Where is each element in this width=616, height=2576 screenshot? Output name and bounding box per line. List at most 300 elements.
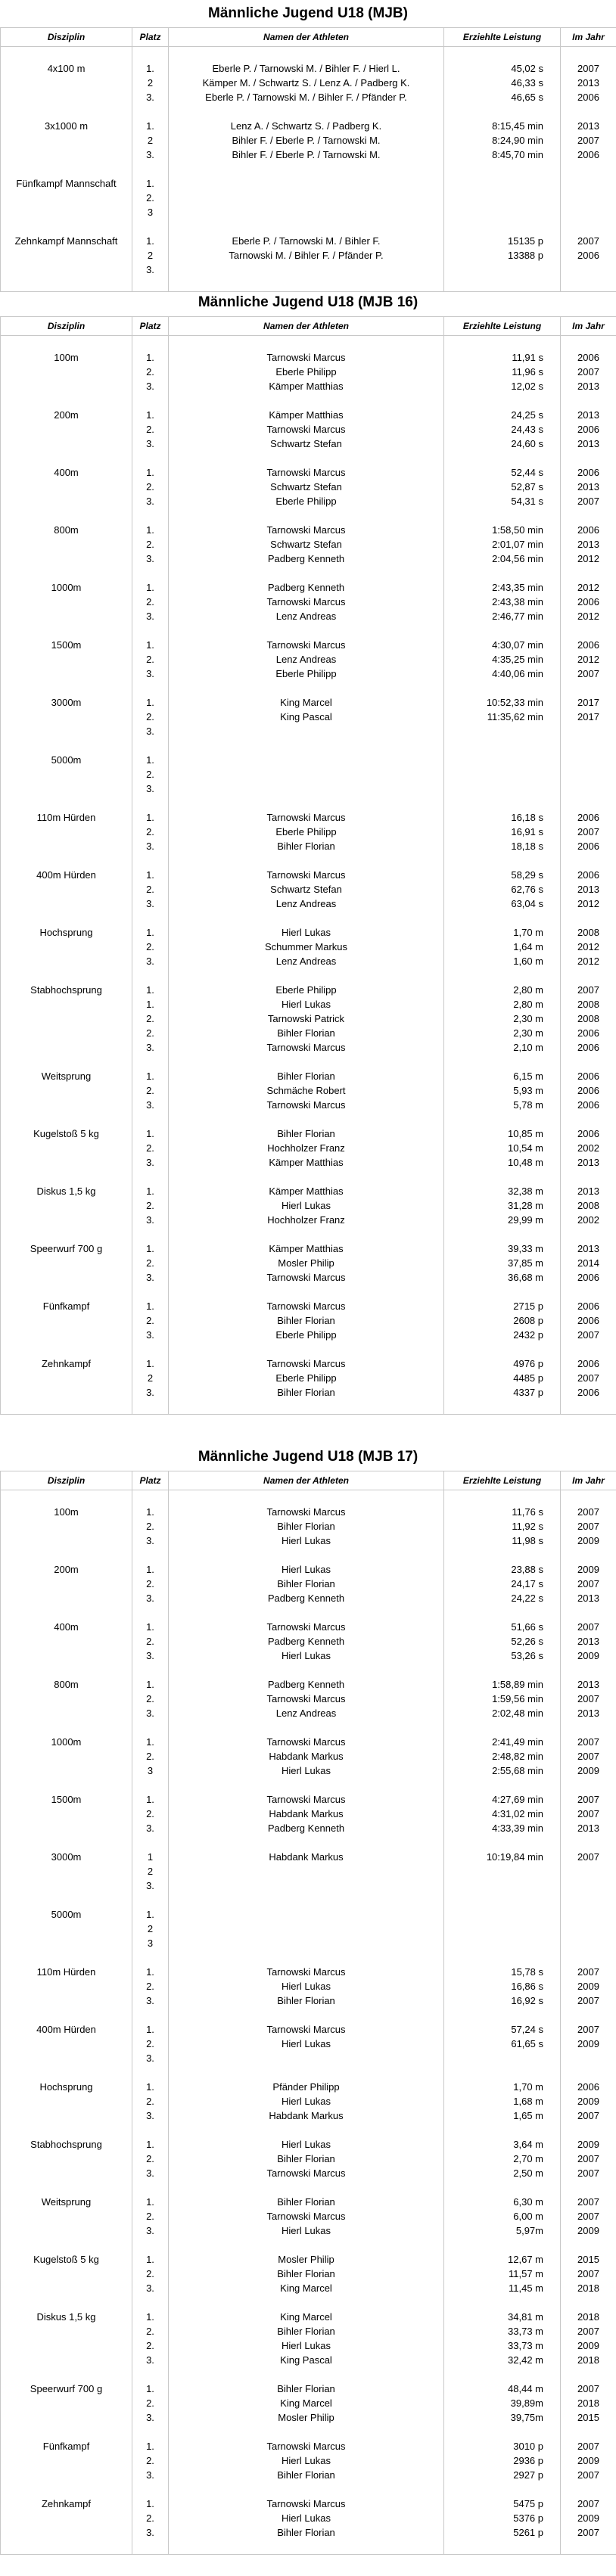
year-cell: 2017 bbox=[561, 695, 616, 710]
discipline-cell: Zehnkampf bbox=[1, 2497, 132, 2511]
athlete-cell: Padberg Kenneth bbox=[169, 552, 444, 566]
year-cell bbox=[561, 1878, 616, 1893]
performance-cell: 39,89m bbox=[444, 2396, 561, 2410]
discipline-cell: 800m bbox=[1, 523, 132, 537]
athlete-cell: Schwartz Stefan bbox=[169, 537, 444, 552]
athlete-cell: Bihler Florian bbox=[169, 2525, 444, 2540]
spacer-row bbox=[1, 911, 616, 925]
record-row bbox=[1, 2353, 616, 2367]
athlete-cell: Kämper M. / Schwartz S. / Lenz A. / Padberg K. bbox=[169, 76, 444, 90]
year-cell: 2007 bbox=[561, 1807, 616, 1821]
spacer-row bbox=[1, 1835, 616, 1850]
record-row bbox=[1, 1385, 616, 1400]
spacer-row bbox=[1, 1285, 616, 1299]
athlete-cell: Pfänder Philipp bbox=[169, 2080, 444, 2094]
discipline-cell bbox=[1, 2324, 132, 2338]
athlete-cell: Tarnowski Marcus bbox=[169, 1040, 444, 1055]
place-cell: 1. bbox=[132, 1562, 169, 1577]
place-cell: 1. bbox=[132, 1735, 169, 1749]
discipline-cell bbox=[1, 1083, 132, 1098]
athlete-cell: Padberg Kenneth bbox=[169, 1821, 444, 1835]
performance-cell bbox=[444, 724, 561, 738]
spacer-row bbox=[1, 796, 616, 810]
record-row bbox=[1, 1979, 616, 1993]
year-cell: 2009 bbox=[561, 1979, 616, 1993]
athlete-cell: Mosler Philip bbox=[169, 1256, 444, 1270]
spacer-row bbox=[1, 2367, 616, 2382]
year-cell: 2007 bbox=[561, 494, 616, 508]
year-cell: 2013 bbox=[561, 1184, 616, 1198]
header-row bbox=[1, 28, 616, 47]
place-cell: 1. bbox=[132, 2252, 169, 2267]
discipline-cell bbox=[1, 1371, 132, 1385]
discipline-cell: Zehnkampf bbox=[1, 1356, 132, 1371]
discipline-cell: 400m Hürden bbox=[1, 2022, 132, 2037]
athlete-cell: Habdank Markus bbox=[169, 2108, 444, 2123]
year-cell: 2007 bbox=[561, 1792, 616, 1807]
performance-cell: 2:48,82 min bbox=[444, 1749, 561, 1763]
discipline-cell bbox=[1, 1040, 132, 1055]
athlete-cell: Eberle Philipp bbox=[169, 825, 444, 839]
athlete-cell: Tarnowski Marcus bbox=[169, 523, 444, 537]
record-row bbox=[1, 1749, 616, 1763]
performance-cell: 2927 p bbox=[444, 2468, 561, 2482]
record-row bbox=[1, 667, 616, 681]
athlete-cell: Schwartz Stefan bbox=[169, 437, 444, 451]
year-cell bbox=[561, 767, 616, 782]
record-row bbox=[1, 2511, 616, 2525]
record-row bbox=[1, 1821, 616, 1835]
year-cell: 2018 bbox=[561, 2353, 616, 2367]
record-row bbox=[1, 2281, 616, 2295]
place-cell: 1. bbox=[132, 408, 169, 422]
year-cell: 2007 bbox=[561, 2022, 616, 2037]
discipline-cell: 5000m bbox=[1, 1907, 132, 1922]
performance-cell bbox=[444, 263, 561, 277]
athlete-cell: King Marcel bbox=[169, 2310, 444, 2324]
athlete-cell: Tarnowski Marcus bbox=[169, 422, 444, 437]
athlete-cell: Padberg Kenneth bbox=[169, 580, 444, 595]
athlete-cell: Tarnowski M. / Bihler F. / Pfänder P. bbox=[169, 248, 444, 263]
athlete-cell: Tarnowski Marcus bbox=[169, 1356, 444, 1371]
discipline-cell: Diskus 1,5 kg bbox=[1, 2310, 132, 2324]
discipline-cell bbox=[1, 1634, 132, 1648]
discipline-cell bbox=[1, 1692, 132, 1706]
discipline-cell bbox=[1, 1749, 132, 1763]
spacer-row bbox=[1, 1055, 616, 1069]
year-cell: 2006 bbox=[561, 422, 616, 437]
place-cell: 2. bbox=[132, 1692, 169, 1706]
discipline-cell bbox=[1, 90, 132, 104]
discipline-cell bbox=[1, 1591, 132, 1605]
record-row bbox=[1, 1850, 616, 1864]
spacer-row bbox=[1, 47, 616, 62]
discipline-cell bbox=[1, 2511, 132, 2525]
record-row bbox=[1, 1083, 616, 1098]
performance-cell: 3,64 m bbox=[444, 2137, 561, 2152]
athlete-cell: Eberle P. / Tarnowski M. / Bihler F. bbox=[169, 234, 444, 248]
record-row bbox=[1, 868, 616, 882]
spacer-row bbox=[1, 2295, 616, 2310]
place-cell: 1. bbox=[132, 1241, 169, 1256]
record-row bbox=[1, 2108, 616, 2123]
year-cell: 2006 bbox=[561, 1313, 616, 1328]
year-cell bbox=[561, 1936, 616, 1950]
year-cell: 2007 bbox=[561, 1620, 616, 1634]
year-cell: 2007 bbox=[561, 133, 616, 148]
place-cell: 2. bbox=[132, 1577, 169, 1591]
place-cell: 1. bbox=[132, 2382, 169, 2396]
place-cell: 1. bbox=[132, 925, 169, 940]
athlete-cell: Tarnowski Marcus bbox=[169, 2209, 444, 2223]
record-row bbox=[1, 638, 616, 652]
discipline-cell bbox=[1, 1577, 132, 1591]
performance-cell: 15135 p bbox=[444, 234, 561, 248]
athlete-cell: Bihler Florian bbox=[169, 1026, 444, 1040]
performance-cell bbox=[444, 176, 561, 191]
place-cell: 2. bbox=[132, 2152, 169, 2166]
athlete-cell: Habdank Markus bbox=[169, 1850, 444, 1864]
performance-cell bbox=[444, 1922, 561, 1936]
athlete-cell: Mosler Philip bbox=[169, 2410, 444, 2425]
record-row bbox=[1, 1313, 616, 1328]
performance-cell bbox=[444, 1878, 561, 1893]
year-cell: 2006 bbox=[561, 1356, 616, 1371]
year-cell: 2018 bbox=[561, 2396, 616, 2410]
athlete-cell: Tarnowski Marcus bbox=[169, 1965, 444, 1979]
athlete-cell: Hierl Lukas bbox=[169, 1562, 444, 1577]
discipline-cell: Fünfkampf bbox=[1, 1299, 132, 1313]
performance-cell: 16,92 s bbox=[444, 1993, 561, 2008]
spacer-row bbox=[1, 1605, 616, 1620]
discipline-cell bbox=[1, 2410, 132, 2425]
place-cell: 1. bbox=[132, 1184, 169, 1198]
performance-cell: 2,50 m bbox=[444, 2166, 561, 2180]
athlete-cell bbox=[169, 753, 444, 767]
record-row bbox=[1, 2410, 616, 2425]
record-row bbox=[1, 1505, 616, 1519]
performance-cell: 11:35,62 min bbox=[444, 710, 561, 724]
spacer-row bbox=[1, 162, 616, 176]
place-cell: 3. bbox=[132, 1706, 169, 1720]
record-row bbox=[1, 1577, 616, 1591]
column-header-discipline: Disziplin bbox=[1, 317, 132, 336]
place-cell: 2. bbox=[132, 1011, 169, 1026]
record-row bbox=[1, 2152, 616, 2166]
place-cell: 2. bbox=[132, 2037, 169, 2051]
discipline-cell: 1500m bbox=[1, 638, 132, 652]
discipline-cell: 100m bbox=[1, 1505, 132, 1519]
athlete-cell: Kämper Matthias bbox=[169, 379, 444, 393]
performance-cell: 1:58,50 min bbox=[444, 523, 561, 537]
discipline-cell: 1000m bbox=[1, 1735, 132, 1749]
record-row bbox=[1, 2497, 616, 2511]
year-cell: 2007 bbox=[561, 825, 616, 839]
athlete-cell: Schwartz Stefan bbox=[169, 480, 444, 494]
record-row bbox=[1, 76, 616, 90]
athlete-cell: Tarnowski Marcus bbox=[169, 1098, 444, 1112]
discipline-cell bbox=[1, 1155, 132, 1170]
performance-cell: 11,45 m bbox=[444, 2281, 561, 2295]
record-row bbox=[1, 954, 616, 968]
place-cell: 1. bbox=[132, 983, 169, 997]
column-header-discipline: Disziplin bbox=[1, 28, 132, 47]
performance-cell: 3010 p bbox=[444, 2439, 561, 2453]
place-cell: 2. bbox=[132, 2209, 169, 2223]
place-cell: 1. bbox=[132, 465, 169, 480]
discipline-cell: Kugelstoß 5 kg bbox=[1, 1126, 132, 1141]
place-cell: 3. bbox=[132, 839, 169, 853]
year-cell: 2013 bbox=[561, 1677, 616, 1692]
performance-cell: 39,75m bbox=[444, 2410, 561, 2425]
place-cell: 3. bbox=[132, 2223, 169, 2238]
record-row bbox=[1, 133, 616, 148]
column-header-athletes: Namen der Athleten bbox=[169, 28, 444, 47]
performance-cell: 61,65 s bbox=[444, 2037, 561, 2051]
place-cell: 3. bbox=[132, 1385, 169, 1400]
record-row bbox=[1, 1792, 616, 1807]
record-row bbox=[1, 609, 616, 623]
spacer-row bbox=[1, 393, 616, 408]
record-row bbox=[1, 1098, 616, 1112]
discipline-cell: Kugelstoß 5 kg bbox=[1, 2252, 132, 2267]
year-cell: 2013 bbox=[561, 1706, 616, 1720]
record-row bbox=[1, 2051, 616, 2065]
place-cell: 3. bbox=[132, 1328, 169, 1342]
year-cell: 2006 bbox=[561, 350, 616, 365]
discipline-cell bbox=[1, 2338, 132, 2353]
year-cell: 2013 bbox=[561, 882, 616, 896]
discipline-cell bbox=[1, 191, 132, 205]
place-cell: 2. bbox=[132, 1083, 169, 1098]
record-row bbox=[1, 724, 616, 738]
record-row bbox=[1, 1878, 616, 1893]
discipline-cell bbox=[1, 839, 132, 853]
year-cell bbox=[561, 753, 616, 767]
spacer-row bbox=[1, 1720, 616, 1735]
athlete-cell: Lenz Andreas bbox=[169, 954, 444, 968]
column-header-place: Platz bbox=[132, 1471, 169, 1490]
performance-cell: 31,28 m bbox=[444, 1198, 561, 1213]
record-row bbox=[1, 1620, 616, 1634]
discipline-cell bbox=[1, 1648, 132, 1663]
spacer-row bbox=[1, 968, 616, 983]
athlete-cell: Hierl Lukas bbox=[169, 2137, 444, 2152]
athlete-cell: Eberle Philipp bbox=[169, 983, 444, 997]
record-row bbox=[1, 2324, 616, 2338]
record-row bbox=[1, 839, 616, 853]
discipline-cell bbox=[1, 2267, 132, 2281]
performance-cell: 1,68 m bbox=[444, 2094, 561, 2108]
athlete-cell: Hierl Lukas bbox=[169, 2453, 444, 2468]
year-cell: 2006 bbox=[561, 465, 616, 480]
place-cell: 3. bbox=[132, 1591, 169, 1605]
record-row bbox=[1, 2267, 616, 2281]
place-cell: 3. bbox=[132, 437, 169, 451]
place-cell: 2. bbox=[132, 1198, 169, 1213]
discipline-cell: 200m bbox=[1, 408, 132, 422]
discipline-cell bbox=[1, 76, 132, 90]
discipline-cell bbox=[1, 954, 132, 968]
record-row bbox=[1, 1591, 616, 1605]
spacer-row bbox=[1, 451, 616, 465]
place-cell: 2. bbox=[132, 940, 169, 954]
year-cell: 2006 bbox=[561, 1299, 616, 1313]
place-cell: 1. bbox=[132, 119, 169, 133]
place-cell: 2. bbox=[132, 2453, 169, 2468]
performance-cell: 62,76 s bbox=[444, 882, 561, 896]
year-cell: 2013 bbox=[561, 1591, 616, 1605]
performance-cell: 57,24 s bbox=[444, 2022, 561, 2037]
column-header-performance: Erziehlte Leistung bbox=[444, 28, 561, 47]
record-row bbox=[1, 1026, 616, 1040]
performance-cell: 2:01,07 min bbox=[444, 537, 561, 552]
record-row bbox=[1, 1706, 616, 1720]
athlete-cell: Hierl Lukas bbox=[169, 1198, 444, 1213]
performance-cell: 6,15 m bbox=[444, 1069, 561, 1083]
column-header-place: Platz bbox=[132, 317, 169, 336]
place-cell: 2. bbox=[132, 882, 169, 896]
performance-cell: 6,30 m bbox=[444, 2195, 561, 2209]
athlete-cell: Tarnowski Marcus bbox=[169, 1792, 444, 1807]
record-row bbox=[1, 2022, 616, 2037]
athlete-cell: Tarnowski Marcus bbox=[169, 465, 444, 480]
record-row bbox=[1, 437, 616, 451]
performance-cell: 2:55,68 min bbox=[444, 1763, 561, 1778]
record-row bbox=[1, 90, 616, 104]
year-cell: 2012 bbox=[561, 552, 616, 566]
record-row bbox=[1, 1198, 616, 1213]
year-cell: 2012 bbox=[561, 580, 616, 595]
athlete-cell: Tarnowski Marcus bbox=[169, 2439, 444, 2453]
place-cell: 3. bbox=[132, 2525, 169, 2540]
athlete-cell bbox=[169, 263, 444, 277]
performance-cell: 37,85 m bbox=[444, 1256, 561, 1270]
performance-cell: 1,64 m bbox=[444, 940, 561, 954]
discipline-cell bbox=[1, 480, 132, 494]
performance-cell: 11,92 s bbox=[444, 1519, 561, 1533]
discipline-cell: 110m Hürden bbox=[1, 810, 132, 825]
year-cell: 2007 bbox=[561, 2195, 616, 2209]
record-row bbox=[1, 537, 616, 552]
performance-cell: 2:43,38 min bbox=[444, 595, 561, 609]
athlete-cell: Bihler Florian bbox=[169, 1519, 444, 1533]
record-row bbox=[1, 1965, 616, 1979]
place-cell: 3. bbox=[132, 148, 169, 162]
place-cell: 1. bbox=[132, 997, 169, 1011]
performance-cell: 2,70 m bbox=[444, 2152, 561, 2166]
year-cell: 2007 bbox=[561, 2439, 616, 2453]
discipline-cell: 4x100 m bbox=[1, 61, 132, 76]
column-header-performance: Erziehlte Leistung bbox=[444, 1471, 561, 1490]
record-row bbox=[1, 810, 616, 825]
athlete-cell: Eberle P. / Tarnowski M. / Bihler F. / Pfänder P. bbox=[169, 90, 444, 104]
discipline-cell: Zehnkampf Mannschaft bbox=[1, 234, 132, 248]
discipline-cell bbox=[1, 1993, 132, 2008]
year-cell: 2007 bbox=[561, 61, 616, 76]
place-cell: 1. bbox=[132, 2497, 169, 2511]
column-header-athletes: Namen der Athleten bbox=[169, 1471, 444, 1490]
place-cell: 3. bbox=[132, 782, 169, 796]
place-cell: 1 bbox=[132, 1850, 169, 1864]
place-cell: 3 bbox=[132, 205, 169, 219]
place-cell: 1. bbox=[132, 580, 169, 595]
year-cell: 2009 bbox=[561, 2338, 616, 2353]
athlete-cell: Bihler Florian bbox=[169, 2152, 444, 2166]
performance-cell: 11,76 s bbox=[444, 1505, 561, 1519]
place-cell: 1. bbox=[132, 695, 169, 710]
place-cell: 1. bbox=[132, 523, 169, 537]
record-row bbox=[1, 1993, 616, 2008]
performance-cell: 29,99 m bbox=[444, 1213, 561, 1227]
year-cell: 2006 bbox=[561, 148, 616, 162]
athlete-cell bbox=[169, 782, 444, 796]
record-row bbox=[1, 1562, 616, 1577]
performance-cell: 2432 p bbox=[444, 1328, 561, 1342]
year-cell bbox=[561, 724, 616, 738]
record-row bbox=[1, 1648, 616, 1663]
year-cell: 2006 bbox=[561, 595, 616, 609]
place-cell: 2. bbox=[132, 365, 169, 379]
discipline-cell: Speerwurf 700 g bbox=[1, 1241, 132, 1256]
athlete-cell: Habdank Markus bbox=[169, 1807, 444, 1821]
place-cell: 1. bbox=[132, 753, 169, 767]
spacer-row bbox=[1, 1342, 616, 1356]
discipline-cell bbox=[1, 724, 132, 738]
place-cell: 1. bbox=[132, 868, 169, 882]
record-row bbox=[1, 422, 616, 437]
year-cell: 2009 bbox=[561, 1533, 616, 1548]
discipline-cell: Weitsprung bbox=[1, 1069, 132, 1083]
year-cell: 2013 bbox=[561, 480, 616, 494]
place-cell: 3. bbox=[132, 724, 169, 738]
discipline-cell bbox=[1, 1026, 132, 1040]
performance-cell: 63,04 s bbox=[444, 896, 561, 911]
place-cell: 3. bbox=[132, 1993, 169, 2008]
year-cell: 2006 bbox=[561, 1083, 616, 1098]
performance-cell: 6,00 m bbox=[444, 2209, 561, 2223]
performance-cell: 46,65 s bbox=[444, 90, 561, 104]
performance-cell: 2608 p bbox=[444, 1313, 561, 1328]
record-row bbox=[1, 2252, 616, 2267]
records-table bbox=[0, 1471, 616, 2555]
discipline-cell bbox=[1, 1763, 132, 1778]
discipline-cell bbox=[1, 667, 132, 681]
year-cell: 2013 bbox=[561, 76, 616, 90]
year-cell: 2002 bbox=[561, 1141, 616, 1155]
year-cell: 2007 bbox=[561, 2324, 616, 2338]
athlete-cell: Schummer Markus bbox=[169, 940, 444, 954]
place-cell: 2. bbox=[132, 2094, 169, 2108]
performance-cell: 1,70 m bbox=[444, 925, 561, 940]
year-cell: 2007 bbox=[561, 983, 616, 997]
performance-cell: 10:19,84 min bbox=[444, 1850, 561, 1864]
year-cell: 2007 bbox=[561, 365, 616, 379]
discipline-cell: 3000m bbox=[1, 695, 132, 710]
discipline-cell bbox=[1, 1878, 132, 1893]
place-cell: 1. bbox=[132, 2310, 169, 2324]
record-row bbox=[1, 1533, 616, 1548]
year-cell: 2009 bbox=[561, 2453, 616, 2468]
athlete-cell: Kämper Matthias bbox=[169, 1184, 444, 1198]
record-row bbox=[1, 825, 616, 839]
record-row bbox=[1, 1270, 616, 1285]
place-cell: 3 bbox=[132, 1763, 169, 1778]
record-row bbox=[1, 119, 616, 133]
performance-cell: 24,25 s bbox=[444, 408, 561, 422]
athlete-cell bbox=[169, 1936, 444, 1950]
performance-cell bbox=[444, 191, 561, 205]
